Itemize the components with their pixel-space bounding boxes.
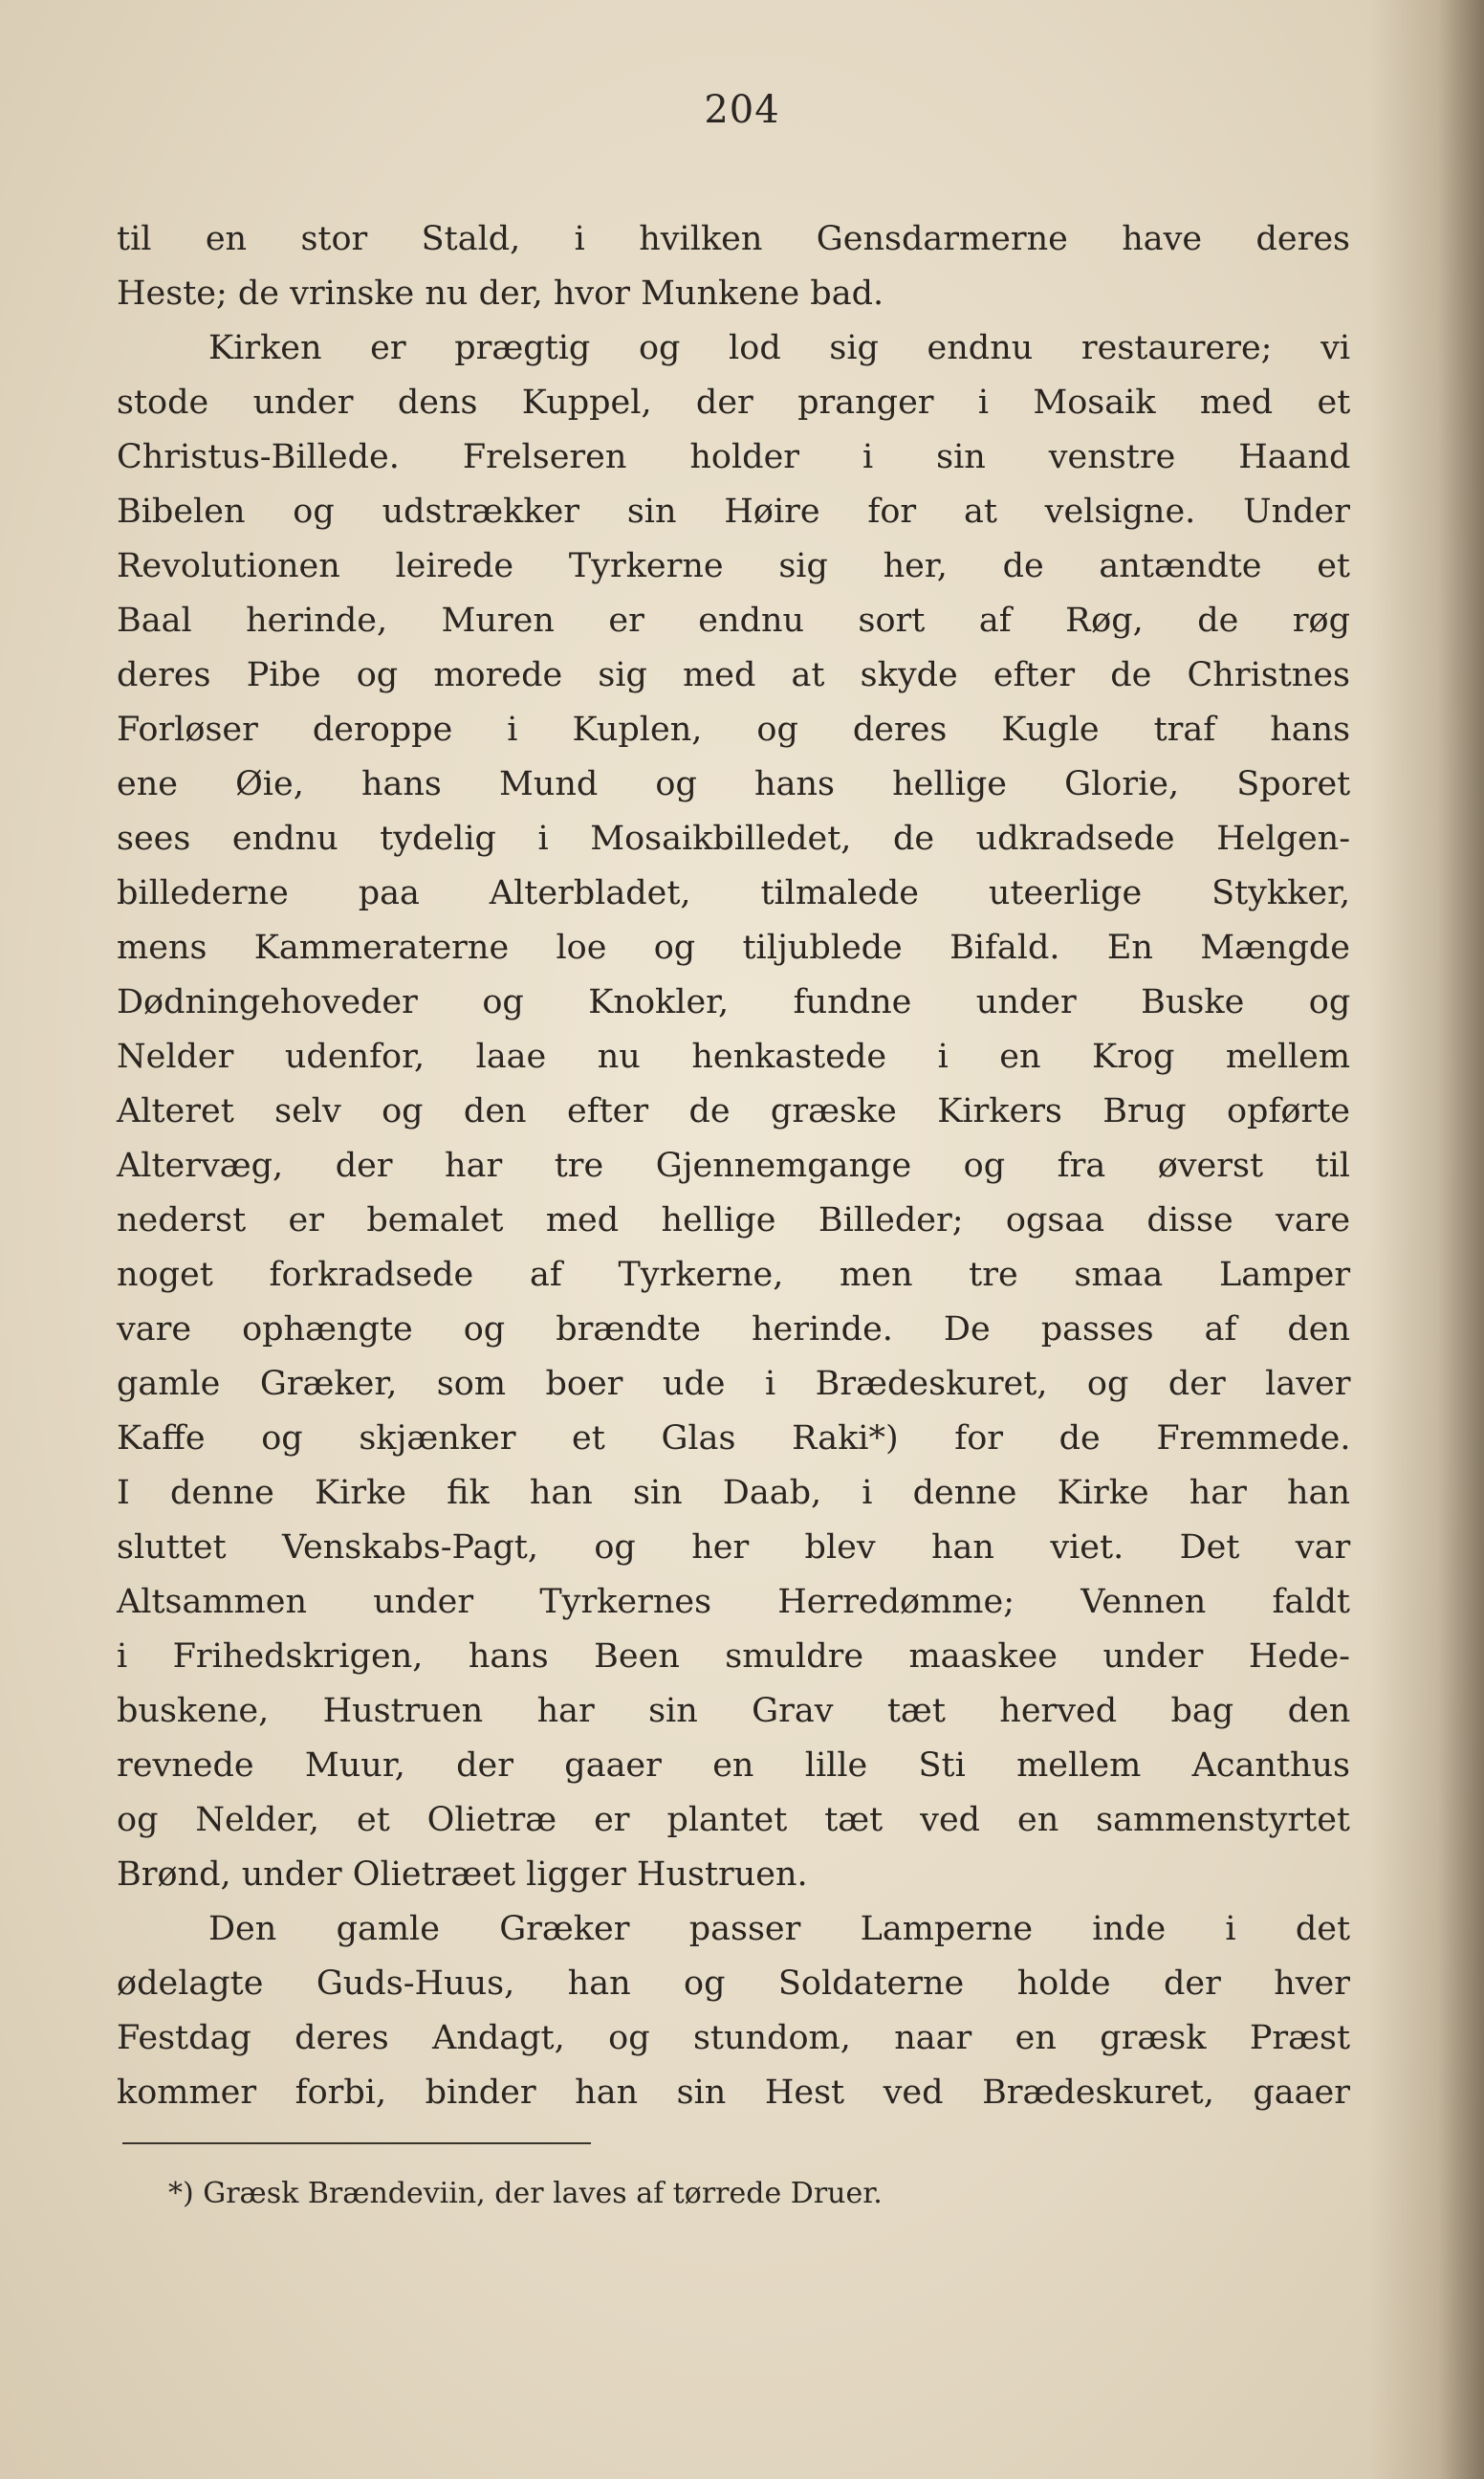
text-line: i Frihedskrigen, hans Been smuldre maaskee under Hede- [117, 1637, 1350, 1676]
text-line: Brønd, under Olietræet ligger Hustruen. [117, 1855, 808, 1894]
text-line: revnede Muur, der gaaer en lille Sti mellem Acanthus [117, 1746, 1350, 1785]
text-line: stode under dens Kuppel, der pranger i Mosaik med et [117, 384, 1351, 422]
spine-shadow [1369, 0, 1484, 2479]
body-text [117, 212, 1350, 2120]
text-line: Nelder udenfor, laae nu henkastede i en Krog mellem [117, 1038, 1351, 1076]
text-line: Christus-Billede. Frelseren holder i sin venstre Haand [117, 438, 1351, 476]
text-line: deres Pibe og morede sig med at skyde efter de Christnes [117, 656, 1350, 694]
text-line: gamle Græker, som boer ude i Brædeskuret, og der laver [117, 1365, 1351, 1403]
page-number: 204 [704, 88, 780, 132]
text-line: Festdag deres Andagt, og stundom, naar en græsk Præst [117, 2019, 1351, 2057]
text-line: Heste; de vrinske nu der, hvor Munkene bad. [117, 274, 884, 313]
text-line: Altsammen under Tyrkernes Herredømme; Vennen faldt [117, 1583, 1350, 1621]
text-line: Dødningehoveder og Knokler, fundne under Buske og [117, 983, 1351, 1021]
footnote-divider [122, 2142, 591, 2144]
text-line: Baal herinde, Muren er endnu sort af Røg, de røg [117, 602, 1350, 640]
text-line: noget forkradsede af Tyrkerne, men tre smaa Lamper [117, 1256, 1351, 1294]
text-line: kommer forbi, binder han sin Hest ved Brædeskuret, gaaer [117, 2073, 1350, 2112]
text-line: Kaffe og skjænker et Glas Raki*) for de Fremmede. [117, 1419, 1351, 1458]
text-line: ene Øie, hans Mund og hans hellige Glorie, Sporet [117, 765, 1351, 803]
text-line: billederne paa Alterbladet, tilmalede uteerlige Stykker, [117, 874, 1351, 912]
text-line: sluttet Venskabs-Pagt, og her blev han viet. Det var [117, 1528, 1351, 1567]
paragraph-3 [117, 1902, 1350, 2120]
text-line: sees endnu tydelig i Mosaikbilledet, de udkradsede Helgen- [117, 820, 1351, 858]
text-line: vare ophængte og brændte herinde. De passes af den [117, 1310, 1351, 1349]
text-line: Den gamle Græker passer Lamperne inde i det [208, 1910, 1351, 1948]
text-line: Alteret selv og den efter de græske Kirkers Brug opførte [117, 1092, 1350, 1130]
text-line: nederst er bemalet med hellige Billeder; ogsaa disse vare [117, 1201, 1351, 1240]
paragraph-1 [117, 212, 1350, 321]
text-line: buskene, Hustruen har sin Grav tæt herved bag den [117, 1692, 1351, 1730]
text-line: Forløser deroppe i Kuplen, og deres Kugle traf hans [117, 711, 1351, 749]
text-line: og Nelder, et Olietræ er plantet tæt ved en sammenstyrtet [117, 1801, 1350, 1839]
text-line: ødelagte Guds-Huus, han og Soldaterne holde der hver [117, 1964, 1350, 2003]
text-line: til en stor Stald, i hvilken Gensdarmerne have deres [117, 220, 1351, 258]
text-line: Revolutionen leirede Tyrkerne sig her, de antændte et [117, 547, 1350, 585]
text-line: Bibelen og udstrækker sin Høire for at velsigne. Under [117, 493, 1350, 531]
footnote: *) Græsk Brændeviin, der laves af tørrede Druer. [168, 2177, 883, 2210]
text-line: Altervæg, der har tre Gjennemgange og fra øverst til [117, 1147, 1350, 1185]
text-line: Kirken er prægtig og lod sig endnu restaurere; vi [208, 329, 1351, 367]
text-line: I denne Kirke fik han sin Daab, i denne Kirke har han [117, 1474, 1350, 1512]
text-line: mens Kammeraterne loe og tiljublede Bifald. En Mængde [117, 929, 1350, 967]
paragraph-2 [117, 321, 1350, 1902]
